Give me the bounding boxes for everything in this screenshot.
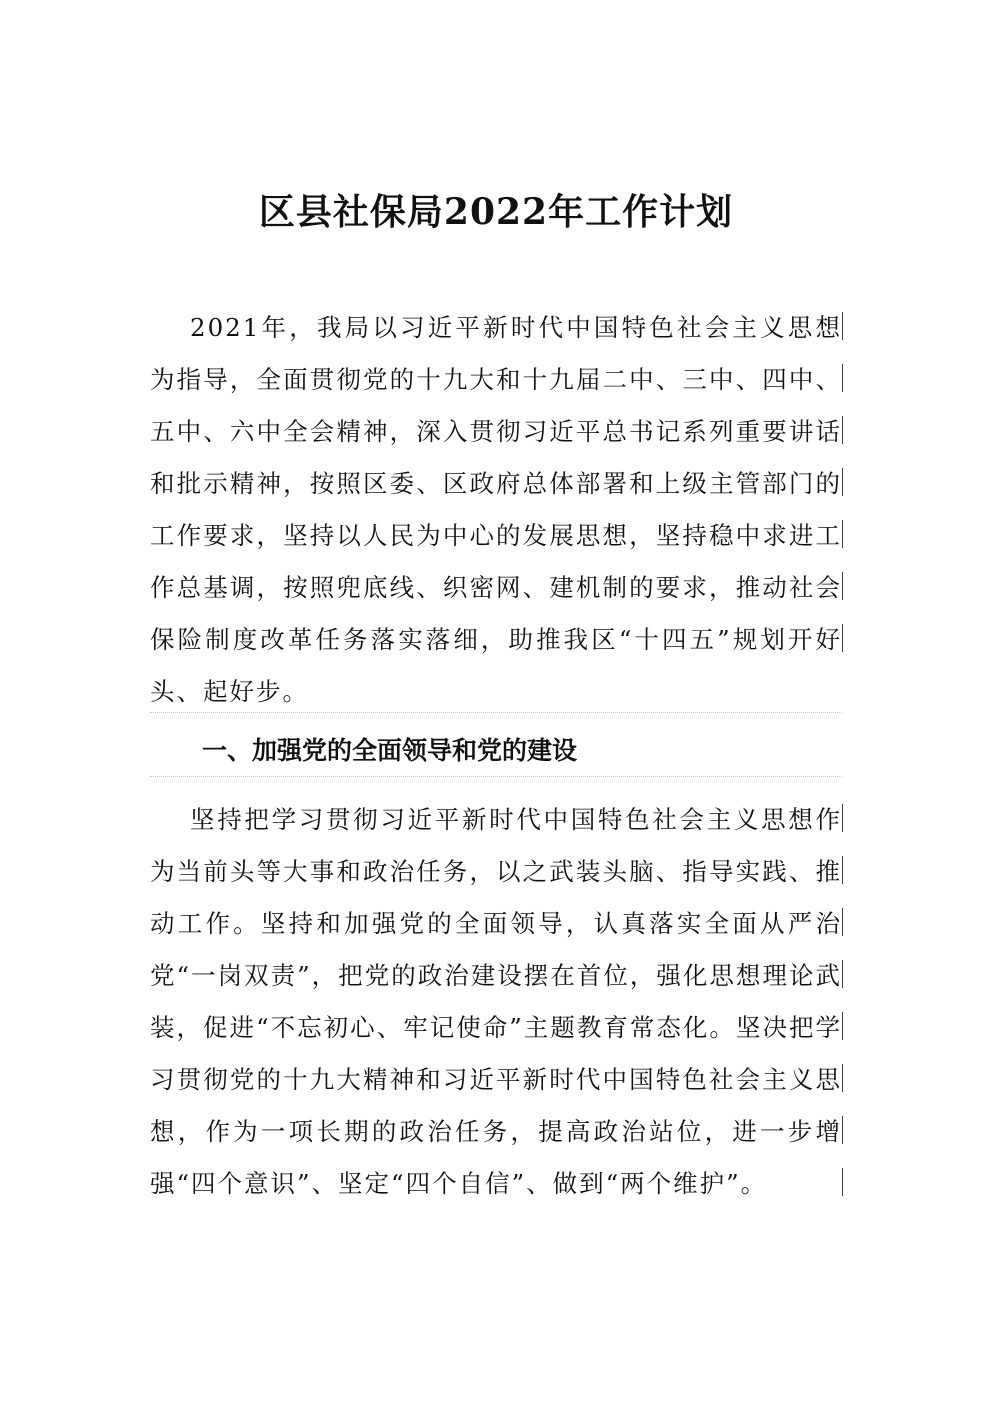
section-divider-top xyxy=(150,712,842,713)
document-title: 区县社保局2022年工作计划 xyxy=(258,191,734,234)
margin-bar xyxy=(842,1168,843,1196)
section-heading: 一、加强党的全面领导和党的建设 xyxy=(202,736,578,765)
margin-bar xyxy=(842,908,843,936)
margin-bar xyxy=(842,416,843,444)
margin-bar xyxy=(842,1012,843,1040)
margin-bar xyxy=(842,468,843,496)
margin-bar xyxy=(842,624,843,652)
margin-bar xyxy=(842,572,843,600)
section-divider-bottom xyxy=(150,776,842,777)
margin-bar xyxy=(842,520,843,548)
margin-bar xyxy=(842,856,843,884)
margin-bar xyxy=(842,1116,843,1144)
margin-bar xyxy=(842,960,843,988)
section-paragraph: 坚持把学习贯彻习近平新时代中国特色社会主义思想作为当前头等大事和政治任务，以之武装头脑、指导实践、推动工作。坚持和加强党的全面领导，认真落实全面从严治党“一岗双责”，把党的政治建设摆在首位，强化思想理论武装，促进“不忘初心、牢记使命”主题教育常态化。坚决把学习贯彻党的十九大精神和习近平新时代中国特色社会主义思想，作为一项长期的政治任务，提高政治站位，进一步增强“四个意识”、坚定“四个自信”、做到“两个维护”。 xyxy=(150,805,842,1198)
margin-bar xyxy=(842,804,843,832)
margin-bar xyxy=(842,1064,843,1092)
margin-bar xyxy=(842,312,843,340)
margin-bar xyxy=(842,364,843,392)
intro-paragraph: 2021年，我局以习近平新时代中国特色社会主义思想为指导，全面贯彻党的十九大和十九届二中、三中、四中、五中、六中全会精神，深入贯彻习近平总书记系列重要讲话和批示精神，按照区委、区政府总体部署和上级主管部门的工作要求，坚持以人民为中心的发展思想，坚持稳中求进工作总基调，按照兜底线、织密网、建机制的要求，推动社会保险制度改革任务落实落细，助推我区“十四五”规划开好头、起好步。 xyxy=(150,313,842,706)
